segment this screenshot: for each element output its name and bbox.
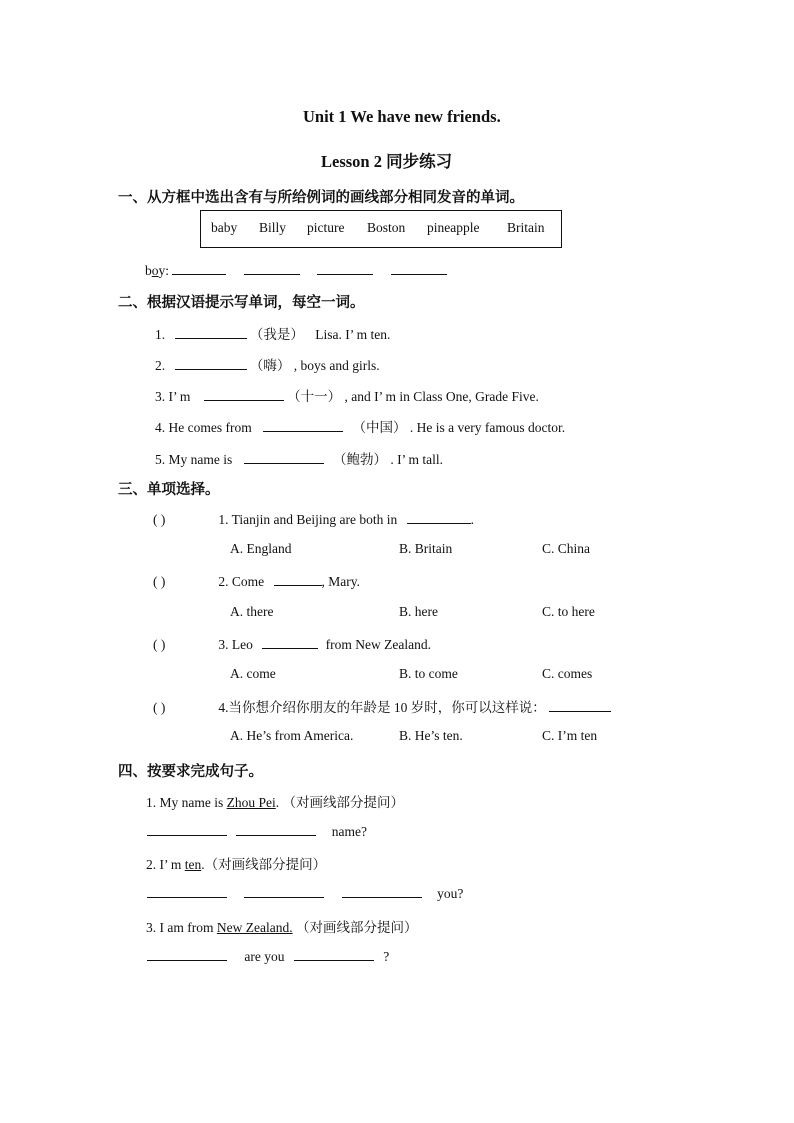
example-word: boy:	[145, 263, 170, 278]
rewrite-answer-2: you?	[147, 884, 463, 902]
example-word-row	[145, 261, 447, 279]
answer-paren[interactable]: ( )	[153, 512, 166, 527]
rewrite-item-3: 3. I am from New Zealand. （对画线部分提问）	[146, 920, 418, 935]
answer-blank[interactable]	[391, 261, 447, 275]
answer-blank[interactable]	[342, 884, 422, 898]
fill-item-4: 4. He comes from （中国） . He is a very famous doctor.	[155, 420, 566, 435]
answer-blank[interactable]	[147, 822, 227, 836]
lesson-subtitle: Lesson 2 同步练习	[321, 152, 453, 171]
mc-q2-option-a[interactable]: A. there	[230, 604, 274, 619]
section4-heading: 四、按要求完成句子。	[118, 764, 263, 780]
answer-paren[interactable]: ( )	[153, 574, 166, 589]
answer-blank[interactable]	[274, 572, 322, 586]
word-boston: Boston	[367, 220, 406, 235]
mc-q2-option-c[interactable]: C. to here	[542, 604, 595, 619]
page-title: Unit 1 We have new friends.	[303, 107, 501, 126]
section3-heading: 三、单项选择。	[118, 482, 220, 498]
mc-question-4: ( ) 4.当你想介绍你朋友的年龄是 10 岁时，你可以这样说：	[153, 696, 611, 716]
mc-q3-option-a[interactable]: A. come	[230, 666, 276, 681]
rewrite-item-1: 1. My name is Zhou Pei. （对画线部分提问）	[146, 795, 404, 810]
rewrite-item-2: 2. I’ m ten.（对画线部分提问）	[146, 857, 327, 872]
word-picture: picture	[307, 220, 345, 235]
mc-q1-option-c[interactable]: C. China	[542, 541, 591, 556]
answer-blank[interactable]	[147, 947, 227, 961]
section2-heading: 二、根据汉语提示写单词，每空一词。	[118, 295, 365, 311]
fill-item-5: 5. My name is （鲍勃） . I’ m tall.	[155, 452, 443, 467]
answer-blank[interactable]	[175, 356, 247, 370]
answer-blank[interactable]	[262, 635, 318, 649]
mc-q3-option-c[interactable]: C. comes	[542, 666, 593, 681]
answer-blank[interactable]	[147, 884, 227, 898]
answer-paren[interactable]: ( )	[153, 637, 166, 652]
rewrite-answer-1: name?	[147, 822, 367, 840]
word-baby: baby	[211, 220, 238, 235]
mc-question-3: ( ) 3. Leo from New Zealand.	[153, 637, 431, 652]
mc-q4-option-a[interactable]: A. He’s from America.	[230, 728, 354, 743]
fill-item-1: 1. （我是） Lisa. I’ m ten.	[155, 327, 391, 342]
mc-q3-option-b[interactable]: B. to come	[399, 666, 458, 681]
word-pineapple: pineapple	[427, 220, 480, 235]
answer-blank[interactable]	[263, 418, 343, 432]
word-britain: Britain	[507, 220, 545, 235]
answer-blank[interactable]	[317, 261, 373, 275]
fill-item-2: 2. （嗨） , boys and girls.	[155, 358, 380, 373]
answer-blank[interactable]	[204, 387, 284, 401]
section1-heading: 一、从方框中选出含有与所给例词的画线部分相同发音的单词。	[118, 190, 524, 206]
word-billy: Billy	[259, 220, 287, 235]
answer-blank[interactable]	[236, 822, 316, 836]
answer-blank[interactable]	[244, 884, 324, 898]
answer-blank[interactable]	[172, 261, 226, 275]
mc-question-1: ( ) 1. Tianjin and Beijing are both in .	[153, 512, 474, 527]
underlined-part: Zhou Pei	[226, 795, 276, 810]
answer-blank[interactable]	[244, 261, 300, 275]
answer-blank[interactable]	[175, 325, 247, 339]
mc-q1-option-a[interactable]: A. England	[230, 541, 292, 556]
answer-blank[interactable]	[549, 698, 611, 712]
answer-paren[interactable]: ( )	[153, 700, 166, 715]
mc-q1-option-b[interactable]: B. Britain	[399, 541, 453, 556]
answer-blank[interactable]	[244, 450, 324, 464]
rewrite-answer-3: are you ?	[147, 947, 389, 965]
mc-question-2: ( ) 2. Come , Mary.	[153, 574, 360, 589]
answer-blank[interactable]	[407, 510, 471, 524]
mc-q4-option-c[interactable]: C. I’m ten	[542, 728, 598, 743]
answer-blank[interactable]	[294, 947, 374, 961]
fill-item-3: 3. I’ m （十一） , and I’ m in Class One, Grade Five.	[155, 389, 539, 404]
underlined-part: ten	[184, 857, 202, 872]
mc-q4-option-b[interactable]: B. He’s ten.	[399, 728, 463, 743]
word-box	[200, 210, 562, 248]
mc-q2-option-b[interactable]: B. here	[399, 604, 438, 619]
underlined-part: New Zealand.	[216, 920, 293, 935]
